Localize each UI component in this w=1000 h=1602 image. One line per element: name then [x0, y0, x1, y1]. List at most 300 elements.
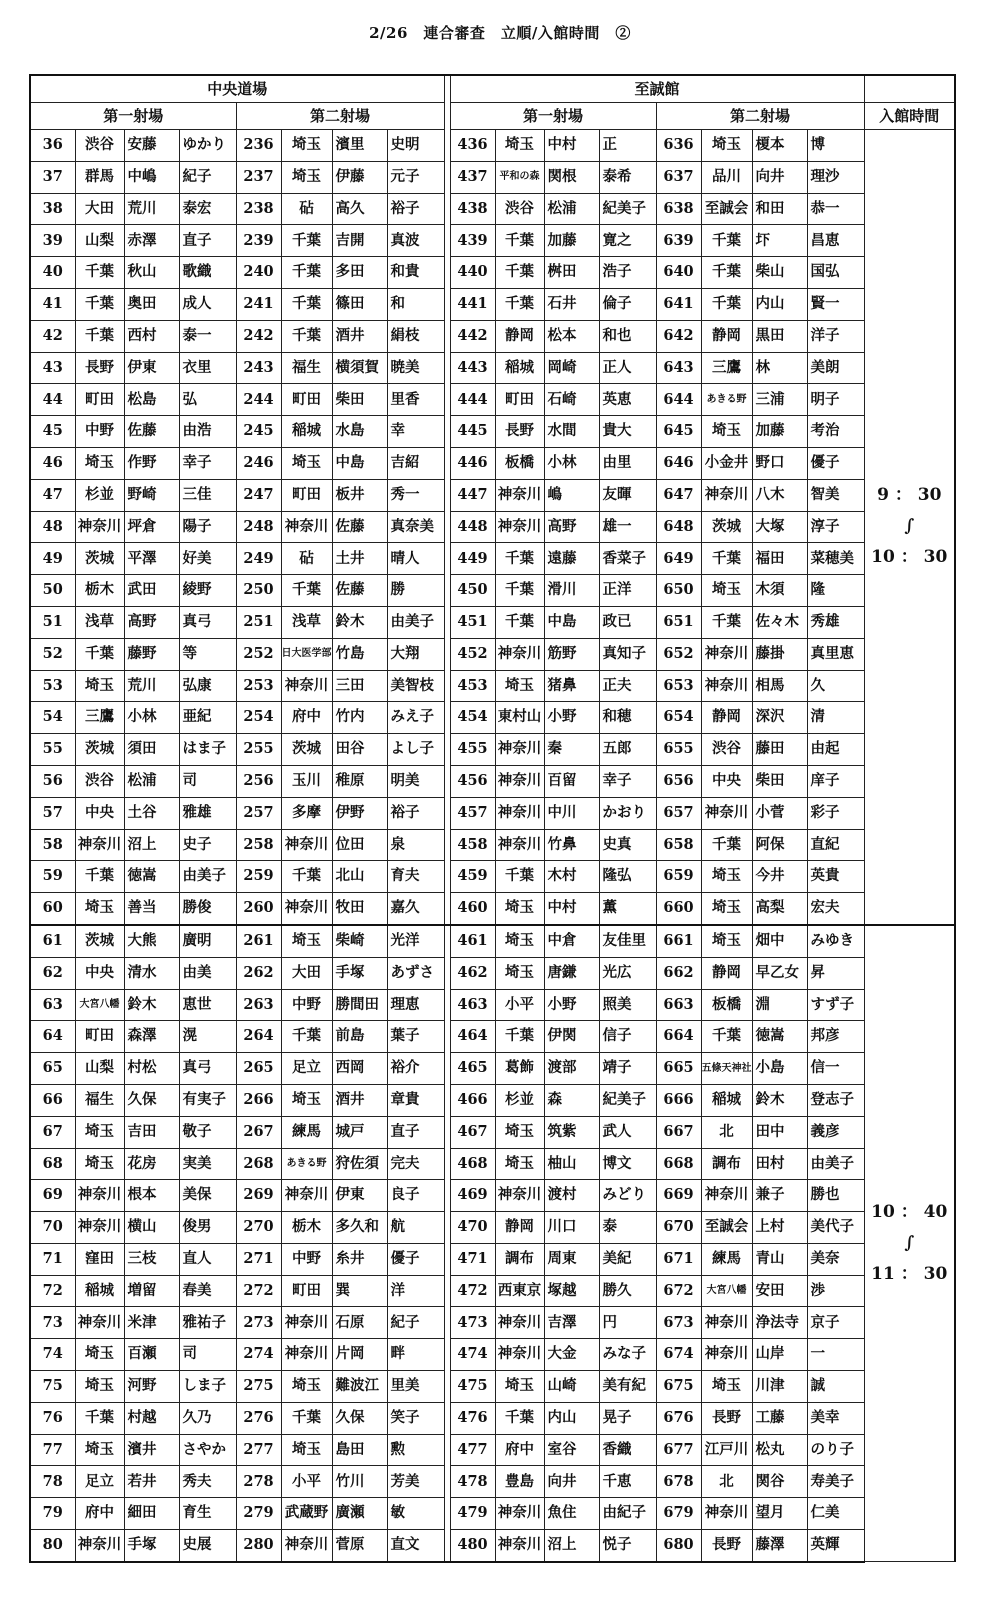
surname: 石崎 — [544, 384, 599, 416]
given-name: 直紀 — [807, 829, 864, 861]
surname: 福田 — [752, 543, 807, 575]
given-name: 章貴 — [387, 1084, 444, 1116]
surname: 深沢 — [752, 702, 807, 734]
given-name: 雅雄 — [179, 797, 236, 829]
prefecture: 千葉 — [495, 606, 544, 638]
given-name: 美紀 — [599, 1243, 656, 1275]
prefecture: 足立 — [281, 1053, 332, 1085]
given-name: 滉 — [179, 1021, 236, 1053]
given-name: 実美 — [179, 1148, 236, 1180]
given-name: 弘康 — [179, 670, 236, 702]
given-name: 史真 — [599, 829, 656, 861]
given-name: 考治 — [807, 416, 864, 448]
surname: 山崎 — [544, 1371, 599, 1403]
surname: 多田 — [332, 257, 387, 289]
given-name: 理恵 — [387, 989, 444, 1021]
prefecture: 埼玉 — [495, 130, 544, 162]
given-name: 幸子 — [179, 447, 236, 479]
entry-number: 272 — [236, 1275, 281, 1307]
entry-number: 469 — [450, 1180, 495, 1212]
prefecture: 町田 — [281, 384, 332, 416]
surname: 増留 — [124, 1275, 179, 1307]
given-name: 大翔 — [387, 638, 444, 670]
entry-number: 260 — [236, 893, 281, 925]
surname: 木村 — [544, 861, 599, 893]
prefecture: 神奈川 — [75, 1180, 124, 1212]
prefecture: 茨城 — [701, 511, 752, 543]
entry-number: 72 — [30, 1275, 75, 1307]
given-name: 由美子 — [179, 861, 236, 893]
table-row — [30, 225, 955, 257]
entry-number: 667 — [656, 1116, 701, 1148]
given-name: 葉子 — [387, 1021, 444, 1053]
entry-number: 239 — [236, 225, 281, 257]
table-row — [30, 734, 955, 766]
given-name: 晴人 — [387, 543, 444, 575]
given-name: 秀雄 — [807, 606, 864, 638]
given-name: 正夫 — [599, 670, 656, 702]
surname: 伊藤 — [332, 161, 387, 193]
entry-number: 456 — [450, 765, 495, 797]
entry-number: 38 — [30, 193, 75, 225]
entry-number: 454 — [450, 702, 495, 734]
entry-number: 269 — [236, 1180, 281, 1212]
prefecture: 平和の森 — [495, 161, 544, 193]
surname: 若井 — [124, 1466, 179, 1498]
surname: 魚住 — [544, 1498, 599, 1530]
prefecture: 中野 — [75, 416, 124, 448]
prefecture: 小平 — [281, 1466, 332, 1498]
surname: 畑中 — [752, 925, 807, 957]
table-row — [30, 1243, 955, 1275]
table-row — [30, 861, 955, 893]
surname: 兼子 — [752, 1180, 807, 1212]
entry-number: 71 — [30, 1243, 75, 1275]
entry-number: 268 — [236, 1148, 281, 1180]
given-name: 優子 — [807, 447, 864, 479]
surname: 大塚 — [752, 511, 807, 543]
entry-number: 237 — [236, 161, 281, 193]
prefecture: 神奈川 — [701, 1307, 752, 1339]
prefecture: 調布 — [701, 1148, 752, 1180]
time-slot-start: 9 ： 30 — [877, 485, 942, 506]
prefecture: 中央 — [701, 765, 752, 797]
given-name: 和穂 — [599, 702, 656, 734]
surname: 横山 — [124, 1212, 179, 1244]
given-name: 直子 — [179, 225, 236, 257]
prefecture: 五條天神社 — [701, 1053, 752, 1085]
surname: 鈴木 — [332, 606, 387, 638]
given-name: 英輝 — [807, 1530, 864, 1562]
surname: 淵 — [752, 989, 807, 1021]
entry-number: 68 — [30, 1148, 75, 1180]
surname: 加藤 — [752, 416, 807, 448]
entry-number: 73 — [30, 1307, 75, 1339]
given-name: 笑子 — [387, 1402, 444, 1434]
prefecture: 町田 — [75, 1021, 124, 1053]
surname: 室谷 — [544, 1434, 599, 1466]
prefecture: 神奈川 — [75, 1212, 124, 1244]
table-row — [30, 416, 955, 448]
table-row — [30, 320, 955, 352]
given-name: 和貴 — [387, 257, 444, 289]
surname: 狩佐須 — [332, 1148, 387, 1180]
time-slot-sep: ∫ — [904, 1233, 915, 1254]
given-name: 香織 — [599, 1434, 656, 1466]
prefecture: 埼玉 — [75, 1116, 124, 1148]
given-name: 恭一 — [807, 193, 864, 225]
given-name: 泰 — [599, 1212, 656, 1244]
given-name: 友暉 — [599, 479, 656, 511]
entry-number: 78 — [30, 1466, 75, 1498]
given-name: 博文 — [599, 1148, 656, 1180]
given-name: 明美 — [387, 765, 444, 797]
given-name: 光広 — [599, 957, 656, 989]
given-name: のり子 — [807, 1434, 864, 1466]
entry-number: 479 — [450, 1498, 495, 1530]
surname: 内山 — [544, 1402, 599, 1434]
prefecture: 町田 — [495, 384, 544, 416]
prefecture: 三鷹 — [75, 702, 124, 734]
surname: 沼上 — [544, 1530, 599, 1562]
prefecture: 静岡 — [701, 957, 752, 989]
prefecture: 神奈川 — [701, 670, 752, 702]
prefecture: 千葉 — [701, 288, 752, 320]
given-name: 菜穂美 — [807, 543, 864, 575]
given-name: 航 — [387, 1212, 444, 1244]
surname: 松本 — [544, 320, 599, 352]
given-name: 隆弘 — [599, 861, 656, 893]
given-name: 畔 — [387, 1339, 444, 1371]
entry-number: 437 — [450, 161, 495, 193]
prefecture: 静岡 — [495, 320, 544, 352]
entry-number: 438 — [450, 193, 495, 225]
given-name: すず子 — [807, 989, 864, 1021]
prefecture: 千葉 — [701, 829, 752, 861]
entry-number: 442 — [450, 320, 495, 352]
surname: 根本 — [124, 1180, 179, 1212]
surname: 伊関 — [544, 1021, 599, 1053]
entry-number: 445 — [450, 416, 495, 448]
prefecture: 埼玉 — [75, 1339, 124, 1371]
entry-number: 48 — [30, 511, 75, 543]
surname: 安藤 — [124, 130, 179, 162]
surname: 藤野 — [124, 638, 179, 670]
prefecture: 長野 — [495, 416, 544, 448]
entry-number: 57 — [30, 797, 75, 829]
given-name: 泉 — [387, 829, 444, 861]
given-name: 敏 — [387, 1498, 444, 1530]
given-name: 庠子 — [807, 765, 864, 797]
prefecture: 千葉 — [495, 861, 544, 893]
table-row — [30, 1339, 955, 1371]
prefecture: 埼玉 — [281, 1434, 332, 1466]
venue-header-a: 中央道場 — [30, 75, 444, 103]
given-name: 千恵 — [599, 1466, 656, 1498]
entry-number: 467 — [450, 1116, 495, 1148]
entry-number: 249 — [236, 543, 281, 575]
surname: 徳嵩 — [124, 861, 179, 893]
entry-number: 275 — [236, 1371, 281, 1403]
prefecture: 小平 — [495, 989, 544, 1021]
prefecture: 長野 — [701, 1530, 752, 1562]
prefecture: 埼玉 — [495, 1148, 544, 1180]
entry-number: 53 — [30, 670, 75, 702]
prefecture: 千葉 — [495, 1402, 544, 1434]
table-row — [30, 257, 955, 289]
surname: 塚越 — [544, 1275, 599, 1307]
surname: 唐鎌 — [544, 957, 599, 989]
entry-number: 258 — [236, 829, 281, 861]
surname: 周東 — [544, 1243, 599, 1275]
given-name: 邦彦 — [807, 1021, 864, 1053]
entry-number: 278 — [236, 1466, 281, 1498]
surname: 早乙女 — [752, 957, 807, 989]
given-name: 直子 — [387, 1116, 444, 1148]
given-name: 春美 — [179, 1275, 236, 1307]
given-name: 明子 — [807, 384, 864, 416]
surname: 秋山 — [124, 257, 179, 289]
entry-number: 56 — [30, 765, 75, 797]
prefecture: 杉並 — [75, 479, 124, 511]
prefecture: 埼玉 — [495, 1371, 544, 1403]
prefecture: 中野 — [281, 989, 332, 1021]
surname: 城戸 — [332, 1116, 387, 1148]
given-name: 美奈 — [807, 1243, 864, 1275]
entry-number: 639 — [656, 225, 701, 257]
given-name: 久 — [807, 670, 864, 702]
surname: 和田 — [752, 193, 807, 225]
entry-number: 452 — [450, 638, 495, 670]
given-name: 司 — [179, 765, 236, 797]
table-row — [30, 288, 955, 320]
prefecture: 神奈川 — [495, 1339, 544, 1371]
given-name: 仁美 — [807, 1498, 864, 1530]
surname: 佐藤 — [332, 511, 387, 543]
prefecture: 稲城 — [701, 1084, 752, 1116]
given-name: 登志子 — [807, 1084, 864, 1116]
entry-number: 242 — [236, 320, 281, 352]
surname: 筋野 — [544, 638, 599, 670]
surname: 林 — [752, 352, 807, 384]
prefecture: 千葉 — [281, 1021, 332, 1053]
given-name: 裕子 — [387, 193, 444, 225]
given-name: 元子 — [387, 161, 444, 193]
entry-number: 256 — [236, 765, 281, 797]
entry-number: 67 — [30, 1116, 75, 1148]
prefecture: 千葉 — [75, 638, 124, 670]
surname: 酒井 — [332, 1084, 387, 1116]
surname: 高梨 — [752, 893, 807, 925]
entry-number: 463 — [450, 989, 495, 1021]
prefecture: 練馬 — [701, 1243, 752, 1275]
venue-header-row — [30, 75, 955, 103]
entry-number: 458 — [450, 829, 495, 861]
prefecture: 稲城 — [75, 1275, 124, 1307]
prefecture: 茨城 — [281, 734, 332, 766]
given-name: 史子 — [179, 829, 236, 861]
prefecture: 埼玉 — [75, 893, 124, 925]
given-name: 泰宏 — [179, 193, 236, 225]
prefecture: 神奈川 — [701, 1180, 752, 1212]
given-name: 勝久 — [599, 1275, 656, 1307]
entry-number: 63 — [30, 989, 75, 1021]
entry-number: 640 — [656, 257, 701, 289]
prefecture: 至誠会 — [701, 1212, 752, 1244]
entry-number: 653 — [656, 670, 701, 702]
prefecture: 稲城 — [281, 416, 332, 448]
table-row — [30, 765, 955, 797]
given-name: 裕子 — [387, 797, 444, 829]
prefecture: 神奈川 — [701, 1498, 752, 1530]
prefecture: 埼玉 — [701, 1371, 752, 1403]
entry-number: 453 — [450, 670, 495, 702]
prefecture: 埼玉 — [75, 447, 124, 479]
entry-number: 471 — [450, 1243, 495, 1275]
surname: 吉澤 — [544, 1307, 599, 1339]
table-row — [30, 384, 955, 416]
entry-number: 51 — [30, 606, 75, 638]
given-name: 和也 — [599, 320, 656, 352]
given-name: 由美子 — [807, 1148, 864, 1180]
entry-number: 444 — [450, 384, 495, 416]
surname: 三田 — [332, 670, 387, 702]
surname: 藤掛 — [752, 638, 807, 670]
surname: 西村 — [124, 320, 179, 352]
surname: 竹内 — [332, 702, 387, 734]
entry-number: 74 — [30, 1339, 75, 1371]
prefecture: 神奈川 — [281, 511, 332, 543]
prefecture: 千葉 — [701, 225, 752, 257]
surname: 安田 — [752, 1275, 807, 1307]
prefecture: 神奈川 — [495, 638, 544, 670]
entry-number: 436 — [450, 130, 495, 162]
surname: 関谷 — [752, 1466, 807, 1498]
entry-number: 277 — [236, 1434, 281, 1466]
entry-number: 252 — [236, 638, 281, 670]
given-name: 史明 — [387, 130, 444, 162]
given-name: さやか — [179, 1434, 236, 1466]
given-name: 歌織 — [179, 257, 236, 289]
surname: 森澤 — [124, 1021, 179, 1053]
entry-number: 440 — [450, 257, 495, 289]
table-row — [30, 1275, 955, 1307]
surname: 荒川 — [124, 670, 179, 702]
surname: 桝田 — [544, 257, 599, 289]
prefecture: 山梨 — [75, 1053, 124, 1085]
given-name: 五郎 — [599, 734, 656, 766]
table-row — [30, 1530, 955, 1562]
surname: 中倉 — [544, 925, 599, 957]
entry-number: 45 — [30, 416, 75, 448]
surname: 三浦 — [752, 384, 807, 416]
entry-number: 644 — [656, 384, 701, 416]
table-row — [30, 1402, 955, 1434]
prefecture: 埼玉 — [281, 130, 332, 162]
surname: 滑川 — [544, 575, 599, 607]
entry-number: 247 — [236, 479, 281, 511]
prefecture: 神奈川 — [495, 734, 544, 766]
given-name: 亜紀 — [179, 702, 236, 734]
given-name: 紀子 — [179, 161, 236, 193]
surname: 清水 — [124, 957, 179, 989]
prefecture: 千葉 — [281, 1402, 332, 1434]
prefecture: 砧 — [281, 543, 332, 575]
given-name: 洋 — [387, 1275, 444, 1307]
surname: 中村 — [544, 893, 599, 925]
surname: 竹川 — [332, 1466, 387, 1498]
given-name: 寛之 — [599, 225, 656, 257]
prefecture: 神奈川 — [495, 1530, 544, 1562]
surname: 小野 — [544, 702, 599, 734]
entry-number: 650 — [656, 575, 701, 607]
table-row — [30, 893, 955, 925]
entry-number: 46 — [30, 447, 75, 479]
given-name: 由美 — [179, 957, 236, 989]
prefecture: 神奈川 — [701, 638, 752, 670]
given-name: 真弓 — [179, 1053, 236, 1085]
given-name: 紀子 — [387, 1307, 444, 1339]
entry-number: 656 — [656, 765, 701, 797]
prefecture: 千葉 — [495, 288, 544, 320]
given-name: 倫子 — [599, 288, 656, 320]
entry-number: 271 — [236, 1243, 281, 1275]
entry-number: 472 — [450, 1275, 495, 1307]
surname: 伊野 — [332, 797, 387, 829]
surname: 水間 — [544, 416, 599, 448]
prefecture: 神奈川 — [281, 893, 332, 925]
range-header-a1: 第一射場 — [30, 103, 236, 130]
prefecture: 北 — [701, 1466, 752, 1498]
given-name: 等 — [179, 638, 236, 670]
given-name: 里香 — [387, 384, 444, 416]
prefecture: 千葉 — [495, 1021, 544, 1053]
given-name: 誠 — [807, 1371, 864, 1403]
entry-number: 465 — [450, 1053, 495, 1085]
prefecture: 渋谷 — [495, 193, 544, 225]
given-name: 秀夫 — [179, 1466, 236, 1498]
prefecture: 千葉 — [701, 1021, 752, 1053]
given-name: 雅祐子 — [179, 1307, 236, 1339]
surname: 多久和 — [332, 1212, 387, 1244]
entry-number: 480 — [450, 1530, 495, 1562]
entry-number: 42 — [30, 320, 75, 352]
table-row — [30, 957, 955, 989]
prefecture: 福生 — [75, 1084, 124, 1116]
given-name: 里美 — [387, 1371, 444, 1403]
entry-number: 459 — [450, 861, 495, 893]
surname: 田村 — [752, 1148, 807, 1180]
entry-number: 60 — [30, 893, 75, 925]
entry-number: 661 — [656, 925, 701, 957]
given-name: 靖子 — [599, 1053, 656, 1085]
given-name: 史展 — [179, 1530, 236, 1562]
surname: 森 — [544, 1084, 599, 1116]
entry-number: 451 — [450, 606, 495, 638]
prefecture: 練馬 — [281, 1116, 332, 1148]
given-name: 円 — [599, 1307, 656, 1339]
entry-number: 665 — [656, 1053, 701, 1085]
table-row — [30, 606, 955, 638]
surname: 柚山 — [544, 1148, 599, 1180]
entry-number: 473 — [450, 1307, 495, 1339]
surname: 水島 — [332, 416, 387, 448]
prefecture: 神奈川 — [495, 1498, 544, 1530]
entry-number: 36 — [30, 130, 75, 162]
given-name: 嘉久 — [387, 893, 444, 925]
given-name: 芳美 — [387, 1466, 444, 1498]
entry-number: 50 — [30, 575, 75, 607]
